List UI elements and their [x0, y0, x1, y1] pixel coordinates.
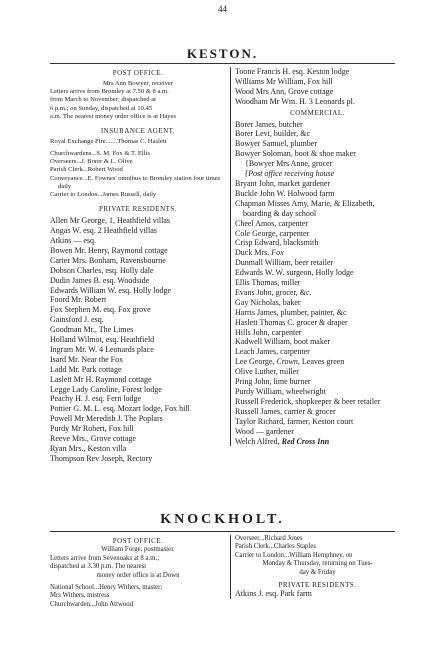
entry-text: Welch Alfred,	[235, 436, 282, 446]
entry-text: Lee George,	[235, 357, 277, 367]
resident-entry: Ladd Mr. Park cottage	[50, 364, 122, 374]
post-office-line: 6 p.m.; on Sunday, dispatched at 10.45	[50, 104, 153, 112]
resident-entry: Bowen Mr. Henry, Raymond cottage	[50, 245, 168, 255]
private-residents-list	[50, 216, 226, 464]
post-office-line: Letters arrive from Bromley at 7.50 & 8 a.m.	[50, 88, 169, 96]
post-office-line: a.m. The nearest money order office is at Hayes	[50, 112, 177, 120]
commercial-entry: Edwards W. W. surgeon, Holly lodge	[235, 268, 354, 278]
resident-entry: Legge Lady Caroline, Forest lodge	[50, 384, 162, 394]
commercial-entry: {Bowyer Mrs Anne, grocer	[245, 159, 333, 169]
post-office-heading: POST OFFICE.	[112, 537, 164, 545]
official-line: Parish Clerk...Charles Staples	[235, 543, 316, 551]
official-line: day & Friday	[299, 568, 336, 576]
resident-entry: Atkins — esq.	[50, 235, 96, 245]
post-office-line: Mrs Ann Bowyer, receiver	[102, 79, 174, 87]
entry-italic: Red Cross Inn	[281, 436, 330, 446]
resident-entry: Carter Mrs. Bonham, Ravensbourne	[50, 255, 166, 265]
commercial-entry: Purdy William, wheelwright	[235, 387, 326, 396]
keston-title: KESTON.	[186, 46, 259, 61]
post-office-line: money order office is at Down	[96, 571, 180, 579]
resident-entry: Laslett Mr H. Raymond cottage	[50, 374, 152, 384]
resident-entry: Edwards William W. esq. Holly lodge	[50, 285, 172, 295]
keston-left-column	[50, 67, 226, 464]
resident-entry: Woodham Mr Wm. H. 3 Leonards pl.	[235, 96, 355, 106]
keston-right-column	[230, 67, 400, 446]
resident-entry: Dobson Charles, esq. Holly dale	[50, 265, 154, 275]
commercial-entry: Borer Levi, builder, &c	[235, 129, 310, 139]
post-office-line: dispatched at 3.30 p.m. The nearest	[50, 563, 147, 571]
resident-entry: Ryan Mrs., Keston villa	[50, 444, 127, 453]
resident-entry: Foord Mr. Robert	[50, 295, 107, 305]
resident-entry: Dudin James B. esq. Woodside	[50, 275, 150, 285]
insurance-heading: INSURANCE AGENT.	[100, 126, 176, 135]
commercial-entry: Borer James, butcher	[235, 119, 303, 129]
post-office-info	[50, 80, 226, 121]
commercial-entry: Hills John, carpenter	[235, 327, 302, 337]
commercial-entry: Russell James, carrier & grocer	[235, 406, 336, 416]
commercial-entry: Chapman Misses Amy, Marie, & Elizabeth, boarding & day school	[235, 198, 375, 218]
resident-entry: Peachy H. J. esq. Fern lodge	[50, 394, 142, 404]
resident-entry: Toone Francis H. esq. Keston lodge	[235, 67, 350, 76]
commercial-entry: Pring John, lime burner	[235, 377, 311, 387]
resident-entry: Isard Mr. Near the Fox	[50, 354, 124, 364]
entry-text: Duck Mrs.	[235, 248, 272, 258]
commercial-entry: Cheel Amos, carpenter	[235, 218, 309, 228]
page-number: 44	[218, 4, 227, 14]
commercial-entry: Bowyer Samuel, plumber	[235, 139, 317, 149]
commercial-entry: Harris James, plumber, painter, &c	[235, 307, 347, 317]
insurance-line: Royal Exchange Fire.......Thomas C. Haslett	[50, 137, 167, 145]
commercial-entry: Gay Nicholas, baker	[235, 297, 301, 307]
brace-entry: Bowyer Mrs Anne, grocer	[248, 159, 333, 169]
post-office-line: from March to November; dispatched at	[50, 96, 157, 104]
resident-entry: Angas W. esq. 2 Heathfield villas	[50, 226, 157, 236]
official-line: National School...Henry Withers, master;	[50, 584, 163, 592]
official-line: Churchwardens...S. M. Fox & T. Ellis	[50, 150, 150, 158]
commercial-heading: COMMERCIAL.	[290, 108, 345, 117]
knockholt-title: KNOCKHOLT.	[160, 512, 285, 527]
commercial-entry	[235, 357, 400, 367]
official-line: Mrs Withers, mistress	[50, 592, 110, 600]
resident-entry: Gainsford J. esq.	[50, 315, 104, 325]
resident-entry: Purdy Mr Robert, Fox hill	[50, 424, 134, 434]
resident-entry: Holland Wilmot, esq. Heathfield	[50, 335, 155, 345]
resident-entry: Wood Mrs Ann, Grove cottage	[235, 86, 334, 96]
resident-entry: Powell Mr Meredith J. The Poplars	[50, 414, 163, 424]
brace-entry-italic: Post office receiving house	[248, 169, 335, 179]
official-line: Monday & Thursday, returning on Tues-	[262, 560, 373, 568]
commercial-entry: Crisp Edward, blacksmith	[235, 238, 319, 248]
resident-entry: Fox Stephen M. esq. Fox grove	[50, 305, 151, 315]
commercial-entry: Kadwell William, boot maker	[235, 337, 331, 347]
commercial-entry: Wood — gardener	[235, 426, 294, 436]
official-line: Overseer...Richard Jones	[235, 535, 303, 542]
officials-list	[50, 150, 226, 199]
entry-italic: Crown	[276, 357, 298, 367]
commercial-entry: Leach James, carpenter	[235, 347, 310, 357]
commercial-list	[235, 120, 400, 447]
commercial-entry: Taylor Richard, farmer, Keston court	[235, 416, 354, 426]
commercial-entry: Buckle John W. Holwood farm	[235, 188, 335, 198]
commercial-entry: Cole George, carpenter	[235, 228, 310, 238]
post-office-line: Letters arrive from Sevenoaks at 8 a.m.;	[50, 554, 160, 562]
resident-entry: Williams Mr William, Fox hill	[235, 76, 333, 86]
commercial-entry: Dunmall William, beer retailer	[235, 258, 334, 268]
commercial-entry	[235, 248, 400, 258]
resident-entry: Pottier G. M. L. esq. Mozart lodge, Fox hill	[50, 404, 190, 414]
resident-entry: Ingram Mr. W. 4 Leonards place	[50, 344, 154, 354]
commercial-entry: Bryant John, market gardener	[235, 178, 331, 188]
entry-italic: Fox	[271, 248, 284, 258]
resident-entry: Atkins J. esq. Park farm	[235, 589, 312, 599]
commercial-entry	[235, 437, 400, 447]
resident-entry: Reeve Mrs., Grove cottage	[50, 434, 136, 444]
commercial-entry: {Post office receiving house	[245, 169, 335, 179]
private-residents-heading: PRIVATE RESIDENTS.	[278, 581, 357, 590]
official-line: Carrier to London...William Hemphney, on	[235, 551, 353, 559]
resident-entry: Goodman Mr., The Limes	[50, 325, 134, 335]
commercial-entry: Olive Luther, miller	[235, 367, 299, 377]
official-line: Churchwarden...John Attwood	[50, 600, 134, 608]
official-line: Parish Clerk...Robert Wood	[50, 166, 123, 174]
knockholt-left-column	[50, 535, 226, 609]
knockholt-right-column	[230, 535, 400, 599]
resident-entry: Thompson Rev Joseph, Rectory	[50, 453, 153, 463]
post-office-heading: POST OFFICE.	[112, 69, 164, 77]
commercial-entry: Russell Frederick, shopkeeper & beer retailer	[235, 396, 381, 406]
official-line: Carrier to London...James Russell, daily	[50, 191, 157, 199]
post-office-line: William Forge, postmaster.	[101, 546, 175, 554]
commercial-entry: Bowyer Soloman, boot & shoe maker	[235, 149, 356, 159]
official-line: Conveyance...E. Fownes' omnibus to Bromley station four times daily	[50, 174, 221, 190]
keston-divider	[50, 63, 395, 64]
official-line: Overseers...J. Borer & L. Olive	[50, 158, 133, 166]
private-residents-heading: PRIVATE RESIDENTS.	[98, 205, 178, 214]
commercial-entry: Haslett Thomas C. grocer & draper	[235, 317, 348, 327]
commercial-entry: Ellis Thomas, miller	[235, 278, 301, 288]
commercial-entry: Evans John, grocer, &c.	[235, 287, 312, 297]
knockholt-divider	[50, 531, 395, 532]
resident-entry: Allen Mr George, 1, Heathfield villas	[50, 216, 171, 226]
entry-text: , Leaves green	[297, 357, 345, 367]
